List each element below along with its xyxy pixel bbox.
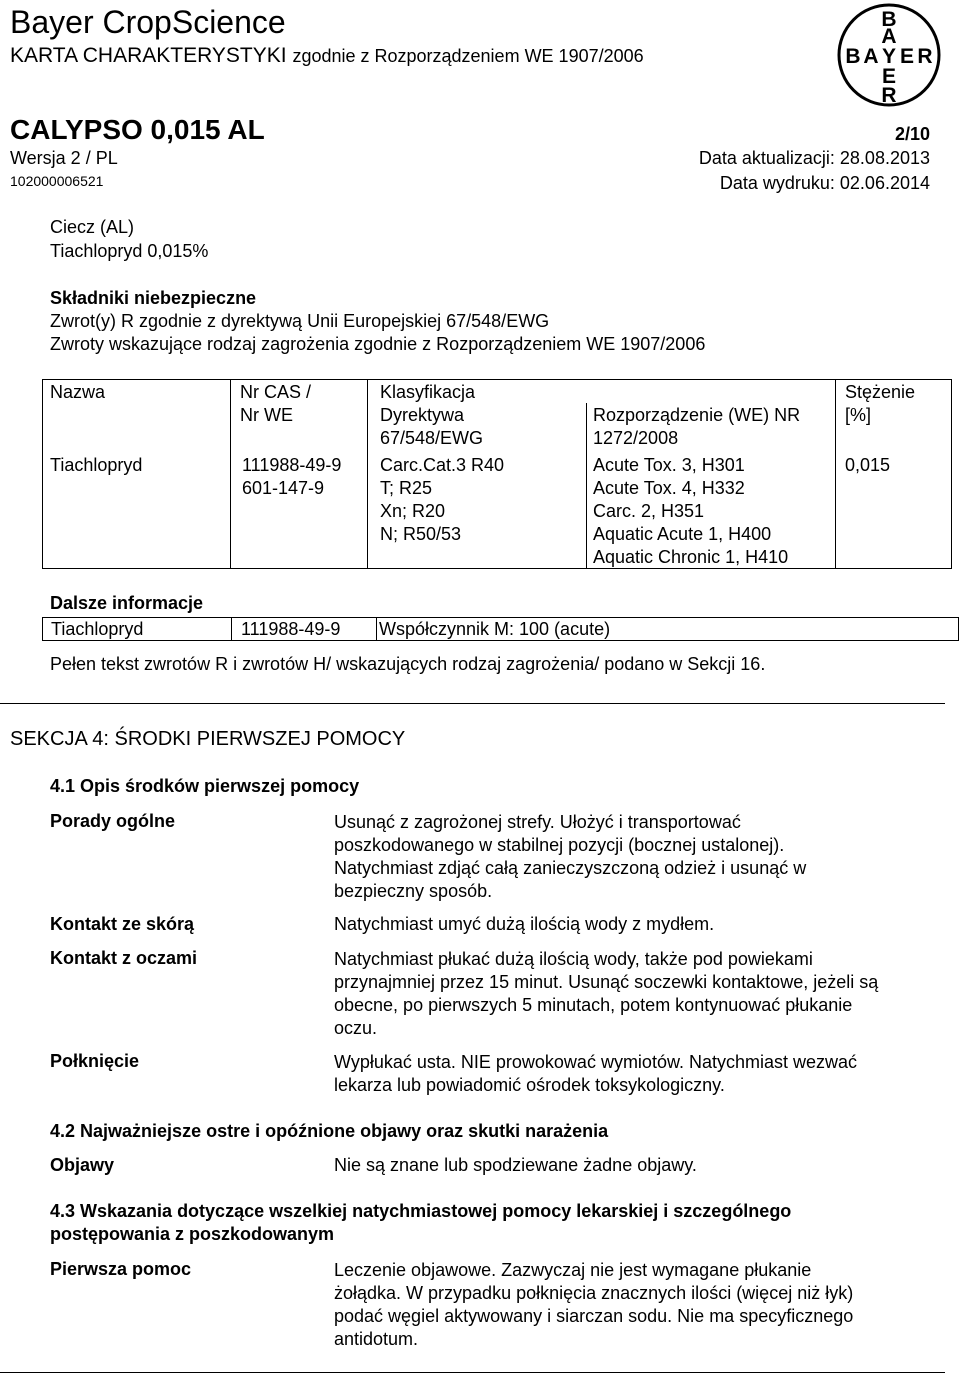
logo-letter-a-row: A [863, 45, 879, 68]
col-border [951, 379, 952, 569]
col-border [376, 618, 377, 640]
regulation-label: zgodnie z Rozporządzeniem WE 1907/2006 [292, 46, 644, 66]
m-factor-cas: 111988-49-9 [241, 619, 341, 639]
logo-letter-a: A [881, 25, 897, 48]
m-factor-table [42, 617, 959, 641]
header-concentration: Stężenie [845, 382, 916, 402]
header-classification: Klasyfikacja [380, 382, 476, 402]
text-line: bezpieczny sposób. [334, 881, 493, 901]
first-aid-label: Pierwsza pomoc [50, 1259, 192, 1279]
col-border [230, 379, 231, 569]
col-border [835, 379, 836, 569]
text-line: podać węgiel aktywowany i siarczan sodu. Nie ma specyficznego [334, 1306, 854, 1326]
col-border [231, 618, 232, 640]
product-id: 102000006521 [10, 173, 104, 189]
header-name: Nazwa [50, 382, 106, 402]
text-line: Usunąć z zagrożonej strefy. Ułożyć i transportować [334, 812, 741, 832]
text-line: obecne, po pierwszych 5 minutach, potem kontynuować płukanie [334, 995, 853, 1015]
symptoms-text: Nie są znane lub spodziewane żadne objawy. [334, 1155, 697, 1175]
header-percent: [%] [845, 405, 872, 425]
row-cas: 111988-49-9 [242, 455, 342, 475]
col-border [367, 379, 368, 569]
logo-letter-e: E [881, 65, 897, 88]
subsection-4-1: 4.1 Opis środków pierwszej pomocy [50, 776, 360, 796]
logo-letter-e-row: E [899, 45, 915, 68]
text-line: Wypłukać usta. NIE prowokować wymiotów. Natychmiast wezwać [334, 1052, 858, 1072]
col-border [42, 379, 43, 569]
ingestion-label: Połknięcie [50, 1051, 140, 1071]
composition-table [42, 379, 952, 569]
full-text-note: Pełen tekst zwrotów R i zwrotów H/ wskazujących rodzaj zagrożenia/ podano w Sekcji 16. [50, 654, 766, 674]
text-line: oczu. [334, 1018, 378, 1038]
symptoms-label: Objawy [50, 1155, 115, 1175]
version: Wersja 2 / PL [10, 148, 118, 168]
page-bottom-rule [0, 1372, 945, 1373]
logo-letter-b-top: B [881, 8, 897, 31]
eye-contact-label: Kontakt z oczami [50, 948, 198, 968]
general-advice-label: Porady ogólne [50, 811, 176, 831]
update-date: Data aktualizacji: 28.08.2013 [698, 148, 930, 168]
subsection-4-3: 4.3 Wskazania dotyczące wszelkiej natychmiastowej pomocy lekarskiej i szczególnego [50, 1201, 792, 1221]
hazardous-title: Składniki niebezpieczne [50, 288, 257, 308]
subsection-4-2: 4.2 Najważniejsze ostre i opóźnione objawy oraz skutki narażenia [50, 1121, 609, 1141]
row-directive: T; R25 [380, 478, 433, 498]
logo-letter-r-right: R [917, 45, 933, 68]
text-line: antidotum. [334, 1329, 419, 1349]
form-line: Ciecz (AL) [50, 217, 135, 237]
page-number: 2/10 [894, 124, 930, 144]
col-border [586, 403, 587, 569]
doc-type-label: KARTA CHARAKTERYSTYKI [10, 44, 287, 67]
text-line: Natychmiast płukać dużą ilością wody, także pod powiekami [334, 949, 813, 969]
active-ingredient-line: Tiachlopryd 0,015% [50, 241, 209, 261]
first-aid-text [334, 1259, 853, 1351]
ingestion-text [334, 1051, 857, 1097]
skin-contact-label: Kontakt ze skórą [50, 914, 195, 934]
bayer-cross-logo [836, 2, 942, 108]
row-directive: N; R50/53 [380, 524, 462, 544]
text-line: Natychmiast zdjąć całą zanieczyszczoną odzież i usunąć w [334, 858, 807, 878]
text-line: poszkodowanego w stabilnej pozycji (bocznej ustalonej). [334, 835, 785, 855]
row-name: Tiachlopryd [50, 455, 143, 475]
logo-letter-y: Y [881, 45, 897, 68]
section-divider [0, 703, 945, 704]
skin-contact-text: Natychmiast umyć dużą ilością wody z mydłem. [334, 914, 715, 934]
header-regulation-num: 1272/2008 [593, 428, 679, 448]
row-regulation: Acute Tox. 4, H332 [593, 478, 745, 498]
row-regulation: Aquatic Chronic 1, H410 [593, 547, 789, 567]
text-line: żołądka. W przypadku połknięcia znacznych ilości (więcej niż łyk) [334, 1283, 854, 1303]
product-name: CALYPSO 0,015 AL [10, 114, 265, 145]
table-top-border [42, 379, 952, 380]
row-directive: Xn; R20 [380, 501, 446, 521]
m-factor-name: Tiachlopryd [51, 619, 144, 639]
company-name: Bayer CropScience [10, 4, 286, 40]
document-type [10, 44, 644, 68]
header-directive-num: 67/548/EWG [380, 428, 484, 448]
logo-letter-r-bottom: R [881, 84, 897, 107]
logo-letter-b-left: B [845, 45, 861, 68]
header-directive: Dyrektywa [380, 405, 465, 425]
row-regulation: Aquatic Acute 1, H400 [593, 524, 772, 544]
row-concentration: 0,015 [845, 455, 891, 475]
extra-info-title: Dalsze informacje [50, 593, 204, 613]
text-line: lekarza lub powiadomić ośrodek toksykologiczny. [334, 1075, 725, 1095]
m-factor-value: Współczynnik M: 100 (acute) [379, 619, 611, 639]
row-we: 601-147-9 [242, 478, 325, 498]
header-we: Nr WE [240, 405, 293, 425]
table-bottom-border [42, 568, 952, 569]
general-advice-text [334, 811, 806, 903]
r-phrases-line: Zwrot(y) R zgodnie z dyrektywą Unii Europejskiej 67/548/EWG [50, 311, 550, 331]
section-4-title: SEKCJA 4: ŚRODKI PIERWSZEJ POMOCY [10, 728, 406, 750]
subsection-4-3-cont: postępowania z poszkodowanym [50, 1224, 335, 1244]
text-line: Leczenie objawowe. Zazwyczaj nie jest wymagane płukanie [334, 1260, 812, 1280]
row-regulation: Carc. 2, H351 [593, 501, 705, 521]
text-line: przynajmniej przez 15 minut. Usunąć soczewki kontaktowe, jeżeli są [334, 972, 879, 992]
print-date: Data wydruku: 02.06.2014 [719, 173, 930, 193]
row-regulation: Acute Tox. 3, H301 [593, 455, 745, 475]
header-cas: Nr CAS / [240, 382, 312, 402]
eye-contact-text [334, 948, 878, 1040]
h-phrases-line: Zwroty wskazujące rodzaj zagrożenia zgodnie z Rozporządzeniem WE 1907/2006 [50, 334, 706, 354]
header-regulation: Rozporządzenie (WE) NR [593, 405, 801, 425]
row-directive: Carc.Cat.3 R40 [380, 455, 505, 475]
